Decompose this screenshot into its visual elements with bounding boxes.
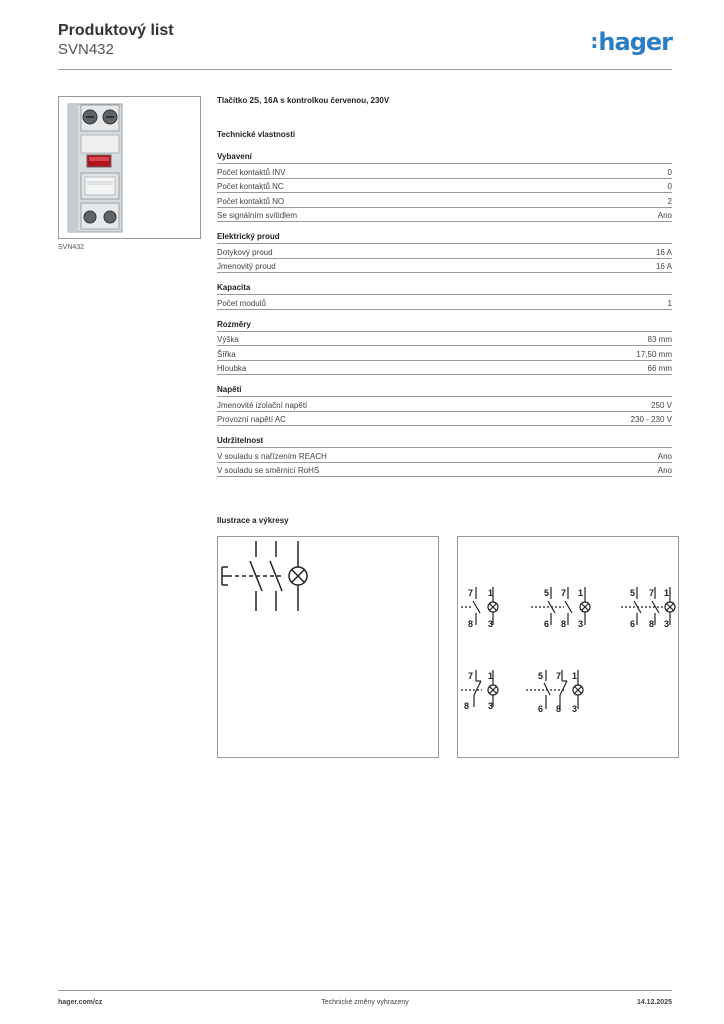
terminal-label: 8 <box>649 619 655 629</box>
section-voltage <box>217 385 672 426</box>
wiring-diagrams <box>458 537 678 757</box>
hager-logo: :hager <box>590 28 672 56</box>
spec-value: 66 mm <box>647 364 672 373</box>
section-title: Rozměry <box>217 320 672 332</box>
spec-label: Jmenovitý proud <box>217 262 276 271</box>
spec-label: Se signálním svítidlem <box>217 211 298 220</box>
terminal-label: 3 <box>488 701 494 711</box>
terminal-label: 5 <box>630 588 636 598</box>
section-title: Kapacita <box>217 283 672 295</box>
spec-label: Počet kontaktů INV <box>217 167 286 177</box>
spec-row <box>217 208 672 223</box>
spec-label: Šířka <box>217 349 236 359</box>
spec-row <box>217 179 672 194</box>
spec-label: Počet kontaktů NO <box>217 196 285 206</box>
spec-value: Ano <box>657 451 672 461</box>
spec-row <box>217 259 672 274</box>
spec-label: V souladu se směrnicí RoHS <box>217 466 320 475</box>
spec-label: Počet modulů <box>217 298 266 308</box>
illustrations-heading: Ilustrace a výkresy <box>217 516 289 525</box>
spec-value: 83 mm <box>647 335 672 344</box>
page-title: Produktový list <box>58 22 174 39</box>
footer-note: Technické změny vyhrazeny <box>321 999 409 1006</box>
tech-properties-heading: Technické vlastnosti <box>217 130 296 139</box>
terminal-label: 6 <box>630 619 636 629</box>
terminal-label: 7 <box>561 588 567 598</box>
spec-row <box>217 448 672 463</box>
spec-value: 230 - 230 V <box>630 415 672 424</box>
terminal-label: 8 <box>468 619 474 629</box>
terminal-label: 1 <box>664 588 670 598</box>
terminal-label: 3 <box>664 619 670 629</box>
terminal-label: 3 <box>572 704 578 714</box>
spec-label: Provozní napětí AC <box>217 415 286 424</box>
terminal-label: 6 <box>538 704 544 714</box>
product-description: Tlačítko 2S, 16A s kontrolkou červenou, 230V <box>217 96 390 105</box>
terminal-label: 8 <box>561 619 567 629</box>
page-header <box>58 20 672 70</box>
terminal-label: 8 <box>556 704 562 714</box>
spec-row <box>217 295 672 310</box>
footer-date: 14.12.2025 <box>636 999 672 1006</box>
section-dimensions <box>217 320 672 376</box>
spec-label: Jmenovité izolační napětí <box>217 400 308 410</box>
circuit-symbol-box <box>217 536 439 758</box>
spec-row <box>217 164 672 179</box>
product-image <box>58 96 201 239</box>
terminal-label: 7 <box>468 588 474 598</box>
spec-value: 1 <box>667 298 672 308</box>
spec-value: 0 <box>667 167 672 177</box>
section-title: Elektrický proud <box>217 232 672 244</box>
spec-row <box>217 244 672 259</box>
technical-specs <box>217 96 672 477</box>
spec-value: 16 A <box>655 247 672 257</box>
terminal-label: 8 <box>464 701 470 711</box>
section-equipment <box>217 152 672 222</box>
terminal-label: 7 <box>649 588 655 598</box>
section-current <box>217 232 672 273</box>
spec-row <box>217 193 672 208</box>
terminal-label: 1 <box>488 671 494 681</box>
spec-label: Hloubka <box>217 364 247 373</box>
image-caption: SVN432 <box>58 244 85 251</box>
section-title: Vybavení <box>217 152 672 164</box>
section-capacity <box>217 283 672 310</box>
spec-row <box>217 361 672 376</box>
spec-row <box>217 332 672 347</box>
logo-text: hager <box>598 28 672 56</box>
spec-value: 16 A <box>655 262 672 271</box>
spec-row <box>217 463 672 478</box>
terminal-label: 5 <box>544 588 550 598</box>
section-title: Udržitelnost <box>217 436 672 448</box>
page-footer <box>58 990 672 1006</box>
terminal-label: 1 <box>488 588 494 598</box>
terminal-label: 1 <box>578 588 584 598</box>
spec-row <box>217 397 672 412</box>
spec-value: 0 <box>667 182 672 191</box>
spec-value: Ano <box>657 466 672 475</box>
spec-value: 250 V <box>651 400 672 410</box>
spec-row <box>217 346 672 361</box>
terminal-label: 7 <box>468 671 474 681</box>
spec-label: Výška <box>217 335 239 344</box>
product-code: SVN432 <box>58 41 114 58</box>
spec-row <box>217 412 672 427</box>
spec-value: 17,50 mm <box>636 349 672 359</box>
section-title: Napětí <box>217 385 672 397</box>
spec-label: Počet kontaktů NC <box>217 182 284 191</box>
section-sustainability <box>217 436 672 477</box>
wiring-diagrams-box <box>457 536 679 758</box>
footer-website[interactable]: hager.com/cz <box>58 999 103 1006</box>
terminal-label: 7 <box>556 671 562 681</box>
terminal-label: 5 <box>538 671 544 681</box>
spec-value: Ano <box>657 211 672 220</box>
switch-lamp-symbol <box>218 537 438 757</box>
terminal-label: 6 <box>544 619 550 629</box>
terminal-label: 3 <box>488 619 494 629</box>
spec-value: 2 <box>667 196 672 206</box>
terminal-label: 1 <box>572 671 578 681</box>
terminal-label: 3 <box>578 619 584 629</box>
spec-label: V souladu s nařízením REACH <box>217 451 327 461</box>
spec-label: Dotykový proud <box>217 247 273 257</box>
